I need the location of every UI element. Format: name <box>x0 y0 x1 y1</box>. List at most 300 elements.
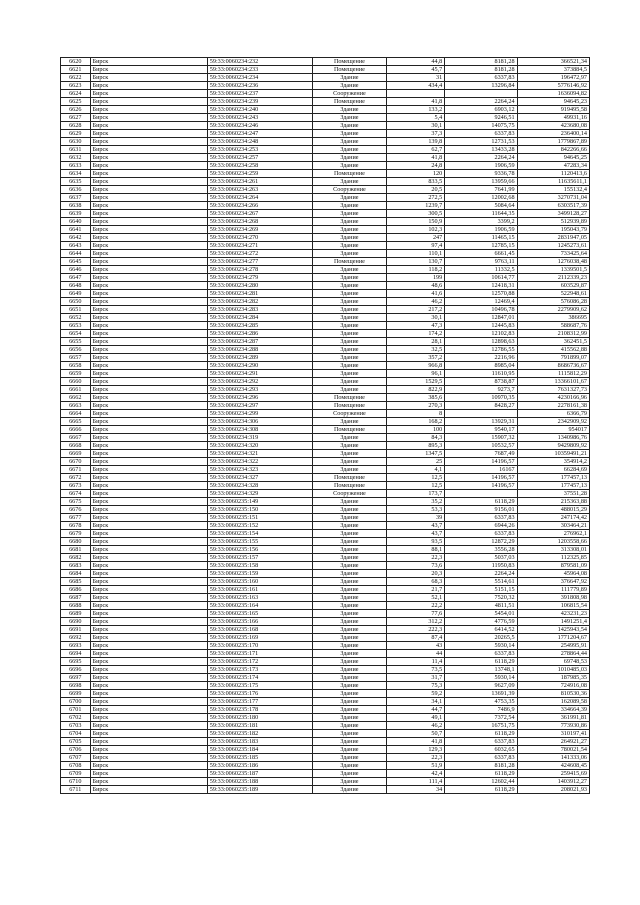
unit-value-cell: 12731,53 <box>445 138 517 146</box>
cadastral-number-cell: 59:33:0060234:306 <box>207 418 312 426</box>
area-cell: 52,1 <box>387 594 445 602</box>
unit-value-cell: 15907,32 <box>445 434 517 442</box>
area-cell: 59,2 <box>387 690 445 698</box>
cadastral-value-cell: 6366,79 <box>517 410 589 418</box>
object-type-cell: Здание <box>312 306 386 314</box>
cadastral-number-cell: 59:33:0060234:263 <box>207 186 312 194</box>
cadastral-value-cell: 236400,14 <box>517 130 589 138</box>
cadastral-value-cell: 141333,06 <box>517 754 589 762</box>
object-type-cell: Здание <box>312 618 386 626</box>
object-type-cell: Здание <box>312 370 386 378</box>
row-number: 6705 <box>61 738 91 746</box>
row-number: 6660 <box>61 378 91 386</box>
unit-value-cell: 3399,2 <box>445 218 517 226</box>
row-number: 6637 <box>61 194 91 202</box>
cadastral-number-cell: 59:33:0060235:156 <box>207 546 312 554</box>
cadastral-value-cell: 2112339,23 <box>517 274 589 282</box>
cadastral-number-cell: 59:33:0060235:170 <box>207 642 312 650</box>
city-cell: Бирск <box>90 650 207 658</box>
area-cell: 300,5 <box>387 210 445 218</box>
unit-value-cell: 7372,54 <box>445 714 517 722</box>
object-type-cell: Помещение <box>312 426 386 434</box>
area-cell: 46,2 <box>387 298 445 306</box>
unit-value-cell: 5930,14 <box>445 674 517 682</box>
cadastral-number-cell: 59:33:0060235:187 <box>207 770 312 778</box>
cadastral-number-cell: 59:33:0060234:329 <box>207 490 312 498</box>
row-number: 6634 <box>61 170 91 178</box>
cadastral-number-cell: 59:33:0060235:151 <box>207 514 312 522</box>
registry-table <box>60 57 590 794</box>
row-number: 6700 <box>61 698 91 706</box>
unit-value-cell: 8428,27 <box>445 402 517 410</box>
unit-value-cell: 12785,15 <box>445 242 517 250</box>
area-cell: 41,8 <box>387 738 445 746</box>
unit-value-cell: 16751,75 <box>445 722 517 730</box>
area-cell: 41,8 <box>387 98 445 106</box>
table-row <box>61 458 590 466</box>
table-row <box>61 562 590 570</box>
cadastral-value-cell: 1120413,6 <box>517 170 589 178</box>
cadastral-number-cell: 59:33:0060234:269 <box>207 226 312 234</box>
unit-value-cell: 5930,14 <box>445 642 517 650</box>
object-type-cell: Здание <box>312 538 386 546</box>
table-row <box>61 298 590 306</box>
cadastral-number-cell: 59:33:0060234:279 <box>207 274 312 282</box>
table-row <box>61 234 590 242</box>
unit-value-cell: 13691,39 <box>445 690 517 698</box>
table-row <box>61 378 590 386</box>
cadastral-number-cell: 59:33:0060234:270 <box>207 234 312 242</box>
object-type-cell: Здание <box>312 642 386 650</box>
unit-value-cell: 12786,55 <box>445 346 517 354</box>
row-number: 6672 <box>61 474 91 482</box>
cadastral-number-cell: 59:33:0060235:186 <box>207 762 312 770</box>
cadastral-number-cell: 59:33:0060234:290 <box>207 362 312 370</box>
cadastral-value-cell: 919495,58 <box>517 106 589 114</box>
table-row <box>61 642 590 650</box>
row-number: 6641 <box>61 226 91 234</box>
area-cell: 20,5 <box>387 186 445 194</box>
area-cell: 174,2 <box>387 330 445 338</box>
table-row <box>61 698 590 706</box>
area-cell: 272,5 <box>387 194 445 202</box>
unit-value-cell: 5514,61 <box>445 578 517 586</box>
cadastral-value-cell: 196472,97 <box>517 74 589 82</box>
cadastral-value-cell: 773930,86 <box>517 722 589 730</box>
cadastral-value-cell: 254995,91 <box>517 642 589 650</box>
unit-value-cell <box>445 410 517 418</box>
cadastral-number-cell: 59:33:0060235:181 <box>207 722 312 730</box>
unit-value-cell: 10970,35 <box>445 394 517 402</box>
area-cell: 4,1 <box>387 466 445 474</box>
cadastral-value-cell: 278864,44 <box>517 650 589 658</box>
object-type-cell: Здание <box>312 690 386 698</box>
object-type-cell: Здание <box>312 362 386 370</box>
row-number: 6678 <box>61 522 91 530</box>
object-type-cell: Здание <box>312 338 386 346</box>
city-cell: Бирск <box>90 170 207 178</box>
table-row <box>61 410 590 418</box>
unit-value-cell: 12102,83 <box>445 330 517 338</box>
unit-value-cell: 6118,29 <box>445 498 517 506</box>
cadastral-number-cell: 59:33:0060234:297 <box>207 402 312 410</box>
area-cell: 43,7 <box>387 530 445 538</box>
city-cell: Бирск <box>90 490 207 498</box>
object-type-cell: Здание <box>312 498 386 506</box>
object-type-cell: Здание <box>312 458 386 466</box>
object-type-cell: Здание <box>312 354 386 362</box>
cadastral-number-cell: 59:33:0060234:239 <box>207 98 312 106</box>
object-type-cell: Здание <box>312 730 386 738</box>
cadastral-number-cell: 59:33:0060235:173 <box>207 666 312 674</box>
object-type-cell: Помещение <box>312 402 386 410</box>
city-cell: Бирск <box>90 378 207 386</box>
area-cell: 20,3 <box>387 570 445 578</box>
area-cell: 833,5 <box>387 178 445 186</box>
row-number: 6665 <box>61 418 91 426</box>
cadastral-value-cell: 2279909,62 <box>517 306 589 314</box>
area-cell: 30,1 <box>387 122 445 130</box>
row-number: 6692 <box>61 634 91 642</box>
area-cell: 100 <box>387 426 445 434</box>
row-number: 6668 <box>61 442 91 450</box>
city-cell: Бирск <box>90 234 207 242</box>
cadastral-number-cell: 59:33:0060234:285 <box>207 322 312 330</box>
unit-value-cell: 11644,35 <box>445 210 517 218</box>
city-cell: Бирск <box>90 338 207 346</box>
row-number: 6649 <box>61 290 91 298</box>
cadastral-number-cell: 59:33:0060234:240 <box>207 106 312 114</box>
table-row <box>61 354 590 362</box>
cadastral-number-cell: 59:33:0060234:327 <box>207 474 312 482</box>
row-number: 6644 <box>61 250 91 258</box>
unit-value-cell: 10532,57 <box>445 442 517 450</box>
unit-value-cell: 14075,75 <box>445 122 517 130</box>
cadastral-value-cell: 11635611,1 <box>517 178 589 186</box>
cadastral-value-cell: 780021,54 <box>517 746 589 754</box>
cadastral-number-cell: 59:33:0060234:268 <box>207 218 312 226</box>
city-cell: Бирск <box>90 578 207 586</box>
table-row <box>61 706 590 714</box>
unit-value-cell: 9156,01 <box>445 506 517 514</box>
unit-value-cell: 12002,68 <box>445 194 517 202</box>
cadastral-number-cell: 59:33:0060235:169 <box>207 634 312 642</box>
row-number: 6662 <box>61 394 91 402</box>
object-type-cell: Здание <box>312 178 386 186</box>
cadastral-value-cell: 1636094,82 <box>517 90 589 98</box>
object-type-cell: Здание <box>312 386 386 394</box>
city-cell: Бирск <box>90 202 207 210</box>
table-row <box>61 602 590 610</box>
row-number: 6711 <box>61 786 91 794</box>
cadastral-number-cell: 59:33:0060234:257 <box>207 154 312 162</box>
row-number: 6654 <box>61 330 91 338</box>
unit-value-cell: 8985,04 <box>445 362 517 370</box>
cadastral-value-cell: 4230166,96 <box>517 394 589 402</box>
row-number: 6630 <box>61 138 91 146</box>
cadastral-value-cell: 415562,88 <box>517 346 589 354</box>
unit-value-cell: 20265,5 <box>445 634 517 642</box>
table-row <box>61 402 590 410</box>
row-number: 6621 <box>61 66 91 74</box>
city-cell: Бирск <box>90 530 207 538</box>
area-cell: 110,1 <box>387 250 445 258</box>
row-number: 6623 <box>61 82 91 90</box>
object-type-cell: Здание <box>312 746 386 754</box>
table-row <box>61 682 590 690</box>
row-number: 6682 <box>61 554 91 562</box>
table-row <box>61 250 590 258</box>
object-type-cell: Здание <box>312 274 386 282</box>
row-number: 6648 <box>61 282 91 290</box>
area-cell: 12,5 <box>387 482 445 490</box>
area-cell: 21,7 <box>387 586 445 594</box>
object-type-cell: Помещение <box>312 394 386 402</box>
object-type-cell: Здание <box>312 194 386 202</box>
city-cell: Бирск <box>90 642 207 650</box>
table-row <box>61 330 590 338</box>
cadastral-number-cell: 59:33:0060234:322 <box>207 458 312 466</box>
cadastral-number-cell: 59:33:0060234:247 <box>207 130 312 138</box>
city-cell: Бирск <box>90 546 207 554</box>
row-number: 6684 <box>61 570 91 578</box>
table-row <box>61 418 590 426</box>
city-cell: Бирск <box>90 746 207 754</box>
city-cell: Бирск <box>90 786 207 794</box>
cadastral-value-cell: 208021,93 <box>517 786 589 794</box>
cadastral-number-cell: 59:33:0060234:288 <box>207 346 312 354</box>
cadastral-value-cell: 69748,53 <box>517 658 589 666</box>
cadastral-number-cell: 59:33:0060234:277 <box>207 258 312 266</box>
table-row <box>61 722 590 730</box>
table-row <box>61 242 590 250</box>
table-row <box>61 266 590 274</box>
cadastral-value-cell: 423680,08 <box>517 122 589 130</box>
unit-value-cell: 5454,01 <box>445 610 517 618</box>
unit-value-cell: 6032,65 <box>445 746 517 754</box>
cadastral-value-cell: 512939,89 <box>517 218 589 226</box>
unit-value-cell: 13748,1 <box>445 666 517 674</box>
city-cell: Бирск <box>90 714 207 722</box>
row-number: 6680 <box>61 538 91 546</box>
table-row <box>61 346 590 354</box>
unit-value-cell: 9336,78 <box>445 170 517 178</box>
unit-value-cell: 2216,96 <box>445 354 517 362</box>
table-row <box>61 498 590 506</box>
unit-value-cell: 9273,7 <box>445 386 517 394</box>
city-cell: Бирск <box>90 482 207 490</box>
cadastral-number-cell: 59:33:0060234:282 <box>207 298 312 306</box>
area-cell: 30,1 <box>387 314 445 322</box>
city-cell: Бирск <box>90 658 207 666</box>
city-cell: Бирск <box>90 730 207 738</box>
cadastral-value-cell: 1115812,29 <box>517 370 589 378</box>
object-type-cell: Помещение <box>312 474 386 482</box>
cadastral-value-cell: 10359491,21 <box>517 450 589 458</box>
cadastral-number-cell: 59:33:0060235:188 <box>207 778 312 786</box>
area-cell: 111,4 <box>387 778 445 786</box>
object-type-cell: Здание <box>312 378 386 386</box>
row-number: 6653 <box>61 322 91 330</box>
row-number: 6622 <box>61 74 91 82</box>
cadastral-number-cell: 59:33:0060235:160 <box>207 578 312 586</box>
cadastral-number-cell: 59:33:0060234:320 <box>207 442 312 450</box>
table-row <box>61 138 590 146</box>
object-type-cell: Помещение <box>312 170 386 178</box>
area-cell: 173,7 <box>387 490 445 498</box>
row-number: 6647 <box>61 274 91 282</box>
city-cell: Бирск <box>90 450 207 458</box>
row-number: 6631 <box>61 146 91 154</box>
object-type-cell: Здание <box>312 570 386 578</box>
cadastral-number-cell: 59:33:0060235:154 <box>207 530 312 538</box>
city-cell: Бирск <box>90 586 207 594</box>
unit-value-cell: 6903,12 <box>445 106 517 114</box>
city-cell: Бирск <box>90 90 207 98</box>
object-type-cell: Здание <box>312 74 386 82</box>
object-type-cell: Здание <box>312 130 386 138</box>
area-cell: 49,1 <box>387 714 445 722</box>
unit-value-cell: 12570,88 <box>445 290 517 298</box>
cadastral-value-cell: 2108312,99 <box>517 330 589 338</box>
table-row <box>61 474 590 482</box>
table-row <box>61 306 590 314</box>
row-number: 6638 <box>61 202 91 210</box>
table-row <box>61 186 590 194</box>
table-row <box>61 770 590 778</box>
cadastral-value-cell: 45964,08 <box>517 570 589 578</box>
table-row <box>61 290 590 298</box>
cadastral-value-cell: 423231,23 <box>517 610 589 618</box>
row-number: 6706 <box>61 746 91 754</box>
object-type-cell: Здание <box>312 586 386 594</box>
area-cell: 5,4 <box>387 114 445 122</box>
cadastral-value-cell: 386695 <box>517 314 589 322</box>
row-number: 6704 <box>61 730 91 738</box>
city-cell: Бирск <box>90 626 207 634</box>
row-number: 6658 <box>61 362 91 370</box>
cadastral-number-cell: 59:33:0060234:272 <box>207 250 312 258</box>
city-cell: Бирск <box>90 114 207 122</box>
object-type-cell: Здание <box>312 786 386 794</box>
cadastral-number-cell: 59:33:0060234:248 <box>207 138 312 146</box>
object-type-cell: Здание <box>312 346 386 354</box>
table-row <box>61 650 590 658</box>
cadastral-value-cell: 391808,98 <box>517 594 589 602</box>
object-type-cell: Сооружение <box>312 410 386 418</box>
unit-value-cell: 6337,83 <box>445 650 517 658</box>
cadastral-value-cell: 1425943,54 <box>517 626 589 634</box>
unit-value-cell <box>445 490 517 498</box>
unit-value-cell: 13929,31 <box>445 418 517 426</box>
unit-value-cell: 12469,4 <box>445 298 517 306</box>
city-cell: Бирск <box>90 538 207 546</box>
row-number: 6628 <box>61 122 91 130</box>
city-cell: Бирск <box>90 146 207 154</box>
city-cell: Бирск <box>90 258 207 266</box>
city-cell: Бирск <box>90 410 207 418</box>
cadastral-value-cell: 264921,27 <box>517 738 589 746</box>
table-row <box>61 754 590 762</box>
row-number: 6695 <box>61 658 91 666</box>
cadastral-number-cell: 59:33:0060235:176 <box>207 690 312 698</box>
cadastral-value-cell: 13366101,67 <box>517 378 589 386</box>
object-type-cell: Здание <box>312 546 386 554</box>
object-type-cell: Здание <box>312 82 386 90</box>
city-cell: Бирск <box>90 210 207 218</box>
object-type-cell: Здание <box>312 266 386 274</box>
unit-value-cell: 7520,32 <box>445 594 517 602</box>
cadastral-number-cell: 59:33:0060234:259 <box>207 170 312 178</box>
cadastral-value-cell: 724916,08 <box>517 682 589 690</box>
cadastral-value-cell: 303464,21 <box>517 522 589 530</box>
unit-value-cell: 12898,63 <box>445 338 517 346</box>
area-cell: 129,3 <box>387 746 445 754</box>
row-number: 6666 <box>61 426 91 434</box>
cadastral-value-cell: 603529,87 <box>517 282 589 290</box>
area-cell: 22,2 <box>387 602 445 610</box>
city-cell: Бирск <box>90 306 207 314</box>
object-type-cell: Здание <box>312 154 386 162</box>
object-type-cell: Здание <box>312 698 386 706</box>
unit-value-cell: 7687,49 <box>445 450 517 458</box>
area-cell: 68,3 <box>387 578 445 586</box>
area-cell: 28,1 <box>387 338 445 346</box>
table-row <box>61 530 590 538</box>
row-number: 6679 <box>61 530 91 538</box>
table-row <box>61 74 590 82</box>
city-cell: Бирск <box>90 226 207 234</box>
area-cell: 1529,5 <box>387 378 445 386</box>
unit-value-cell: 8181,28 <box>445 58 517 66</box>
cadastral-value-cell: 362451,5 <box>517 338 589 346</box>
unit-value-cell: 6337,83 <box>445 530 517 538</box>
unit-value-cell: 12602,44 <box>445 778 517 786</box>
city-cell: Бирск <box>90 274 207 282</box>
table-row <box>61 786 590 794</box>
unit-value-cell: 6337,83 <box>445 74 517 82</box>
row-number: 6690 <box>61 618 91 626</box>
table-row <box>61 98 590 106</box>
table-row <box>61 434 590 442</box>
area-cell: 434,4 <box>387 82 445 90</box>
table-row <box>61 626 590 634</box>
cadastral-value-cell: 354914,2 <box>517 458 589 466</box>
table-row <box>61 170 590 178</box>
table-row <box>61 314 590 322</box>
area-cell: 25 <box>387 458 445 466</box>
table-row <box>61 666 590 674</box>
area-cell: 12,5 <box>387 474 445 482</box>
cadastral-number-cell: 59:33:0060235:149 <box>207 498 312 506</box>
row-number: 6659 <box>61 370 91 378</box>
area-cell: 41,8 <box>387 154 445 162</box>
area-cell: 1239,7 <box>387 202 445 210</box>
object-type-cell: Здание <box>312 634 386 642</box>
cadastral-value-cell: 195043,79 <box>517 226 589 234</box>
cadastral-number-cell: 59:33:0060234:281 <box>207 290 312 298</box>
object-type-cell: Здание <box>312 650 386 658</box>
object-type-cell: Здание <box>312 594 386 602</box>
cadastral-number-cell: 59:33:0060235:158 <box>207 562 312 570</box>
cadastral-number-cell: 59:33:0060235:185 <box>207 754 312 762</box>
unit-value-cell: 8738,87 <box>445 378 517 386</box>
object-type-cell: Здание <box>312 738 386 746</box>
table-row <box>61 778 590 786</box>
cadastral-value-cell: 8686736,67 <box>517 362 589 370</box>
cadastral-number-cell: 59:33:0060234:289 <box>207 354 312 362</box>
cadastral-number-cell: 59:33:0060235:175 <box>207 682 312 690</box>
